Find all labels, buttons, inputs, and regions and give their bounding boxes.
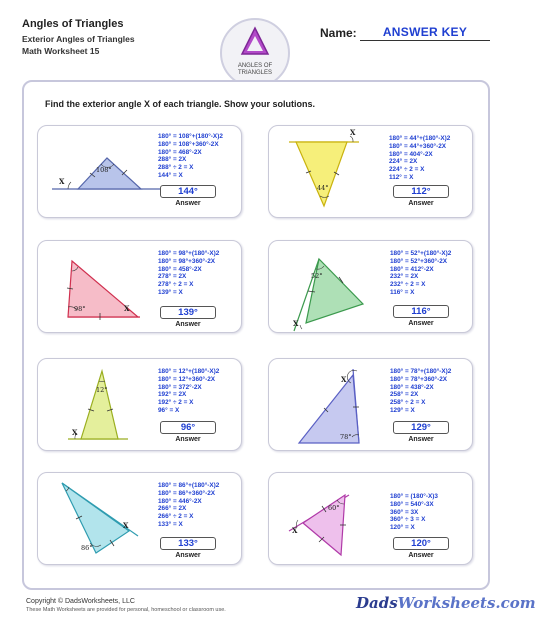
solution-step: 278° = 2X bbox=[158, 273, 187, 281]
solution-step: 116° = X bbox=[390, 288, 415, 296]
solution-step: 180° = 108°+(180°-X)2 bbox=[158, 133, 223, 140]
solution-step: 180° = 404°-2X bbox=[389, 150, 433, 158]
angle-label-4: 52° bbox=[311, 272, 323, 280]
solution-step: 129° = X bbox=[390, 406, 415, 414]
solution-step: 180° = 98°+360°-2X bbox=[158, 257, 216, 265]
x-label-4: X bbox=[293, 319, 299, 328]
solution-step: 180° = 78°+360°-2X bbox=[390, 375, 448, 383]
solution-step: 180° = 86°+360°-2X bbox=[158, 489, 216, 497]
solution-steps-1 bbox=[158, 133, 223, 180]
answer-label-8: Answer bbox=[408, 552, 434, 559]
answer-label-1: Answer bbox=[175, 200, 201, 207]
solution-step: 278° ÷ 2 = X bbox=[158, 281, 194, 289]
answer-label-5: Answer bbox=[175, 436, 201, 443]
solution-step: 120° = X bbox=[390, 524, 415, 532]
solution-step: 180° = 52°+(180°-X)2 bbox=[390, 250, 452, 257]
answer-box-5: 96° bbox=[160, 421, 216, 434]
solution-steps-4 bbox=[390, 250, 451, 297]
solution-step: 180° = 458°-2X bbox=[158, 265, 202, 273]
brand-main: Dads bbox=[356, 594, 398, 612]
solution-steps-7 bbox=[158, 482, 219, 529]
solution-step: 133° = X bbox=[158, 520, 183, 528]
angle-label-2: 44° bbox=[317, 184, 329, 192]
solution-step: 180° = 86°+(180°-X)2 bbox=[158, 482, 220, 489]
usage-note: These Math Worksheets are provided for personal, homeschool or classroom use. bbox=[26, 607, 226, 613]
angle-label-1: 108° bbox=[96, 166, 112, 174]
solution-step: 96° = X bbox=[158, 406, 180, 414]
problem-card-7 bbox=[37, 472, 242, 565]
angle-label-8: 60° bbox=[328, 504, 340, 512]
angle-label-3: 98° bbox=[74, 305, 86, 313]
x-label-6: X bbox=[341, 375, 347, 384]
answer-label-6: Answer bbox=[408, 436, 434, 443]
solution-step: 360° = 3X bbox=[390, 508, 419, 516]
solution-step: 180° = 412°-2X bbox=[390, 265, 434, 273]
problem-card-8 bbox=[268, 472, 473, 565]
solution-step: 224° ÷ 2 = X bbox=[389, 166, 425, 174]
solution-step: 180° = 540°-3X bbox=[390, 500, 434, 508]
solution-step: 180° = 44°+360°-2X bbox=[389, 142, 447, 150]
solution-step: 180° = 12°+(180°-X)2 bbox=[158, 368, 220, 375]
solution-step: 180° = 468°-2X bbox=[158, 148, 202, 156]
solution-step: 258° ÷ 2 = X bbox=[390, 399, 426, 407]
solution-step: 180° = 446°-2X bbox=[158, 497, 202, 505]
solution-step: 180° = 438°-2X bbox=[390, 383, 434, 391]
answer-label-4: Answer bbox=[408, 320, 434, 327]
worksheet-subtitle: Exterior Angles of Triangles bbox=[22, 34, 135, 44]
solution-step: 139° = X bbox=[158, 288, 183, 296]
solution-step: 180° = 44°+(180°-X)2 bbox=[389, 135, 451, 142]
solution-step: 112° = X bbox=[389, 173, 414, 181]
solution-steps-6 bbox=[390, 368, 451, 415]
solution-step: 144° = X bbox=[158, 171, 183, 179]
brand-logo bbox=[356, 594, 536, 612]
answer-box-8: 120° bbox=[393, 537, 449, 550]
answer-box-4: 116° bbox=[393, 305, 449, 318]
solution-step: 266° ÷ 2 = X bbox=[158, 513, 194, 521]
answer-box-7: 133° bbox=[160, 537, 216, 550]
solution-step: 288° ÷ 2 = X bbox=[158, 164, 194, 172]
x-label-5: X bbox=[72, 428, 78, 437]
instructions: Find the exterior angle X of each triangle. Show your solutions. bbox=[45, 99, 316, 109]
x-label-1: X bbox=[59, 177, 65, 186]
solution-step: 192° ÷ 2 = X bbox=[158, 399, 194, 407]
x-label-7: X bbox=[123, 521, 129, 530]
answer-box-1: 144° bbox=[160, 185, 216, 198]
solution-steps-5 bbox=[158, 368, 219, 415]
angle-label-5: 12° bbox=[96, 386, 108, 394]
logo-text-line1: ANGLES OF bbox=[237, 63, 273, 69]
x-label-2: X bbox=[350, 128, 356, 137]
problem-card-3 bbox=[37, 240, 242, 333]
answer-box-2: 112° bbox=[393, 185, 449, 198]
copyright-text: Copyright © DadsWorksheets, LLC bbox=[26, 598, 135, 605]
problem-card-1 bbox=[37, 125, 242, 218]
worksheet-title: Angles of Triangles bbox=[22, 18, 124, 30]
solution-step: 180° = 98°+(180°-X)2 bbox=[158, 250, 220, 257]
solution-step: 258° = 2X bbox=[390, 391, 419, 399]
problem-card-4 bbox=[268, 240, 473, 333]
solution-step: 180° = 108°+360°-2X bbox=[158, 140, 219, 148]
solution-step: 180° = 52°+360°-2X bbox=[390, 257, 448, 265]
solution-steps-8 bbox=[390, 493, 438, 532]
solution-step: 288° = 2X bbox=[158, 156, 187, 164]
solution-step: 180° = (180°-X)3 bbox=[390, 493, 438, 500]
x-label-3: X bbox=[124, 304, 130, 313]
x-label-8: X bbox=[292, 526, 298, 535]
solution-steps-2 bbox=[389, 135, 450, 182]
solution-step: 180° = 12°+360°-2X bbox=[158, 375, 216, 383]
problem-card-6 bbox=[268, 358, 473, 451]
problem-card-2 bbox=[268, 125, 473, 218]
solution-step: 232° = 2X bbox=[390, 273, 419, 281]
solution-step: 360° ÷ 3 = X bbox=[390, 516, 426, 524]
name-label: Name: bbox=[320, 26, 357, 40]
answer-box-3: 139° bbox=[160, 306, 216, 319]
answer-label-3: Answer bbox=[175, 321, 201, 328]
answer-label-2: Answer bbox=[408, 200, 434, 207]
solution-step: 224° = 2X bbox=[389, 158, 418, 166]
brand-accent: Worksheets.com bbox=[397, 594, 536, 612]
answer-key-text: ANSWER KEY bbox=[382, 25, 468, 39]
angle-label-6: 78° bbox=[340, 433, 352, 441]
logo-text-line2: TRIANGLES bbox=[237, 70, 272, 76]
solution-step: 232° ÷ 2 = X bbox=[390, 281, 426, 289]
solution-steps-3 bbox=[158, 250, 219, 297]
name-line bbox=[360, 40, 490, 41]
worksheet-number: Math Worksheet 15 bbox=[22, 46, 100, 56]
solution-step: 180° = 372°-2X bbox=[158, 383, 202, 391]
problem-card-5 bbox=[37, 358, 242, 451]
solution-step: 192° = 2X bbox=[158, 391, 187, 399]
answer-box-6: 129° bbox=[393, 421, 449, 434]
answer-label-7: Answer bbox=[175, 552, 201, 559]
triangle-logo bbox=[220, 18, 290, 88]
solution-step: 180° = 78°+(180°-X)2 bbox=[390, 368, 452, 375]
angle-label-7: 86° bbox=[81, 544, 93, 552]
solution-step: 266° = 2X bbox=[158, 505, 187, 513]
